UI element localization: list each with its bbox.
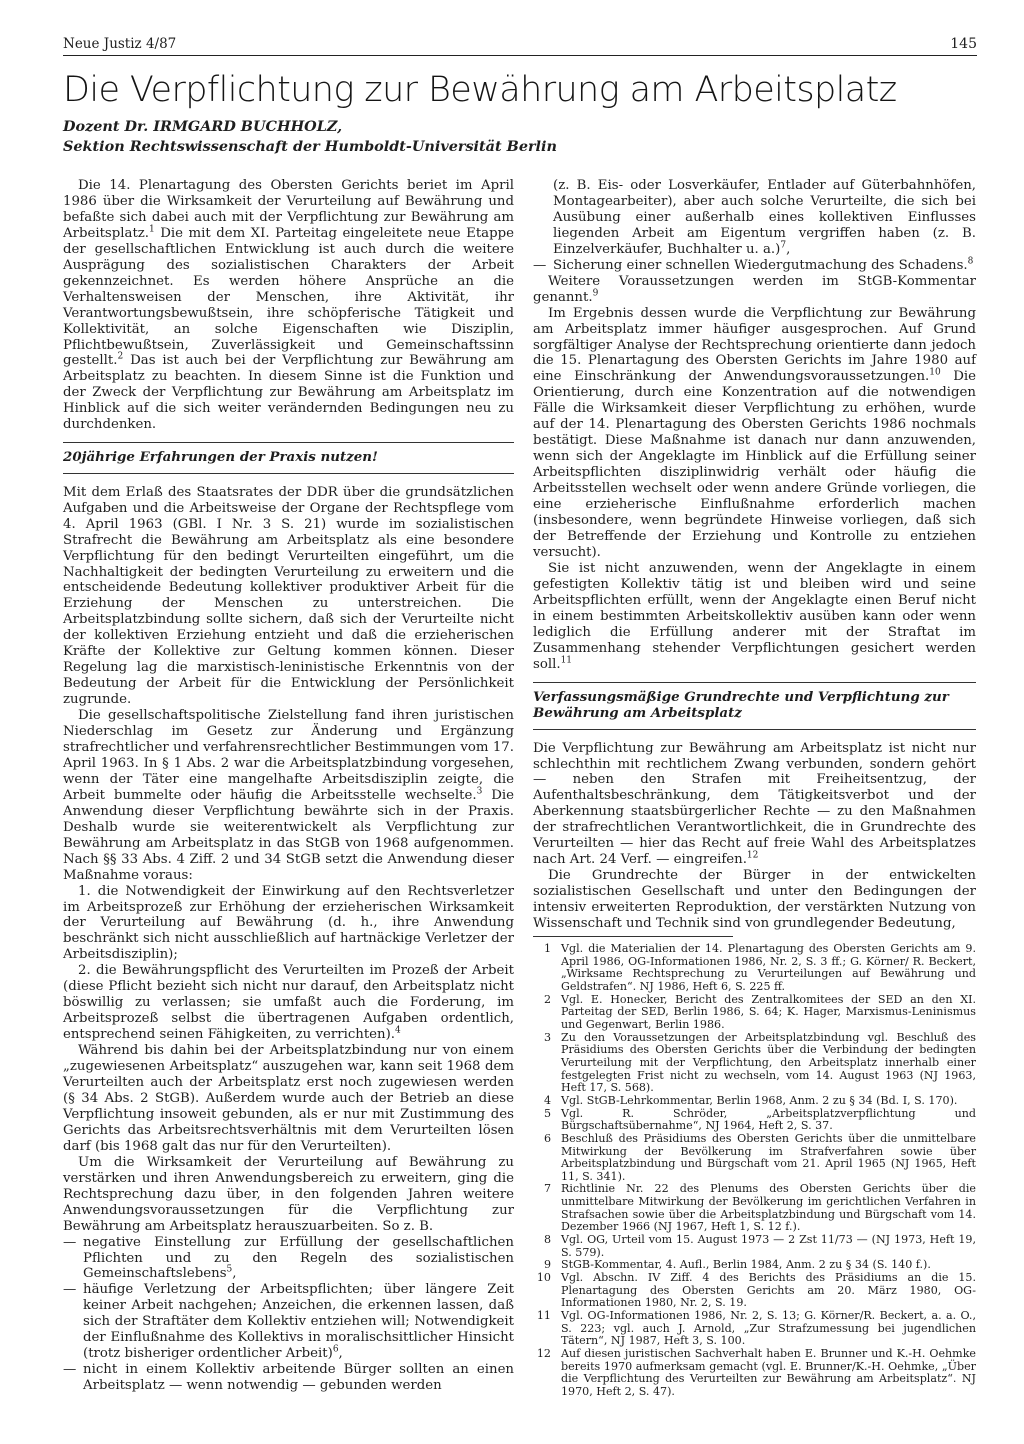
section-heading-erfahrungen: 20jährige Erfahrungen der Praxis nutzen!: [63, 442, 514, 474]
footnote-number: 9: [543, 1258, 551, 1272]
footnote-item: [533, 1133, 976, 1184]
paragraph-wirksamkeit: Um die Wirksamkeit der Verurteilung auf Bewährung zu verstärken und ihren Anwendungsbereich zu erweitern, ging die Rechtsprechung dazu über, in den folgenden Jahren weitere Anwendungsvoraussetzungen für die Verpflichtung zur Bewährung am Arbeitsplatz herauszuarbeiten. So z. B.: [63, 1154, 514, 1234]
footnote-text: StGB-Kommentar, 4. Aufl., Berlin 1984, Anm. 2 zu § 34 (S. 140 f.).: [561, 1258, 931, 1272]
author-affiliation: Sektion Rechtswissenschaft der Humboldt-Universität Berlin: [63, 138, 557, 155]
footnote-text: Vgl. StGB-Lehrkommentar, Berlin 1968, Anm. 2 zu § 34 (Bd. I, S. 170).: [561, 1093, 958, 1107]
dash-item-einstellung: — negative Einstellung zur Erfüllung der gesellschaftlichen Pflichten und zu den Regeln des sozialistischen Gemeinschaftslebens$^5$,: [63, 1234, 514, 1282]
footnote-ref-4: 4: [395, 1025, 401, 1036]
footnote-text: Vgl. R. Schröder, „Arbeitsplatzverpflichtung und Bürgschaftsübernahme“, NJ 1964, Heft 2, S. 37.: [561, 1106, 976, 1133]
footnotes: [533, 936, 976, 1399]
page-number: 145: [950, 36, 977, 52]
paragraph-grundrechte: Die Grundrechte der Bürger in der entwickelten sozialistischen Gesellschaft und unter den Bedingungen der intensiv erweiterten Reproduktion, der verstärkten Nutzung von Wissenschaft und Technik sind von grundlegender Bedeutung,: [533, 868, 976, 932]
footnote-number: 1: [543, 942, 551, 955]
footnote-number: 2: [543, 992, 551, 1006]
paragraph-kommentar: Weitere Voraussetzungen werden im StGB-Kommentar genannt.$^9$: [533, 273, 976, 305]
footnote-text: Zu den Voraussetzungen der Arbeitsplatzbindung vgl. Beschluß des Präsidiums des Obersten Gerichts über die Verbindung der bedingten Verurteilung mit der Verpflichtung, den Arbeitsplatz innerhalb einer festgelegten Frist nicht zu wechseln, vom 14. August 1963 (NJ 1963, Heft 17, S. 568).: [561, 1030, 976, 1095]
paragraph-erlass: Mit dem Erlaß des Staatsrates der DDR über die grundsätzlichen Aufgaben und die Arbeitsweise der Organe der Rechtspflege vom 4. April 1963 (GBl. I Nr. 3 S. 21) wurde im sozialistischen Strafrecht die Bewährung am Arbeitsplatz als eine besondere Verpflichtung für den bedingt Verurteilten eingeführt, um die Nachhaltigkeit der bedingten Verurteilung zu erweitern und die entscheidende Bedeutung kollektiver produktiver Arbeit für die Erziehung der Menschen zu unterstreichen. Die Arbeitsplatzbindung sollte sichern, daß sich der Verurteilte nicht der kollektiven Erziehung entzieht und daß die erzieherischen Kräfte der Kollektive zur Geltung kommen können. Dieser Regelung lag die marxistisch-leninistische Erkenntnis von der Bedeutung der Arbeit für die Entwicklung der Persönlichkeit zugrunde.: [63, 484, 514, 708]
dash-item-kollektiv: — nicht in einem Kollektiv arbeitende Bürger sollten an einen Arbeitsplatz — wenn notwendig — gebunden werden: [63, 1362, 514, 1394]
footnote-text: Vgl. OG, Urteil vom 15. August 1973 — 2 Zst 11/73 — (NJ 1973, Heft 19, S. 579).: [561, 1233, 976, 1259]
footnote-number: 3: [543, 1030, 551, 1044]
paragraph-ergebnis: Im Ergebnis dessen wurde die Verpflichtung zur Bewährung am Arbeitsplatz immer häufiger ausgesprochen. Auf Grund sorgfältiger Analyse der Rechtsprechung orientierte dann jedoch die 15. Plenartagung des Obersten Gerichts im Jahre 1980 auf eine Einschränkung der Anwendungsvoraussetzungen.$^{10}$ Die Orientierung, durch eine Konzentration auf die notwendigen Fälle die Wirksamkeit dieser Verpflichtung zu erhöhen, wurde auf der 14. Plenartagung des Obersten Gerichts 1986 nochmals bestätigt. Diese Maßnahme ist danach nur dann anzuwenden, wenn sich der Angeklagte im Hinblick auf die Erfüllung seiner Arbeitspflichten disziplinwidrig verhält oder häufig die Arbeitsstellen wechselt oder wenn andere Gründe vorliegen, die eine erzieherische Einflußnahme erforderlich machen (insbesondere, wenn begründete Hinweise vorliegen, daß sich der Betreffende der Erziehung und Kontrolle zu entziehen versucht).: [533, 305, 977, 560]
footnote-item: [533, 1183, 976, 1234]
footnote-text: Vgl. E. Honecker, Bericht des Zentralkomitees der SED an den XI. Parteitag der SED, Berlin 1986, S. 64; K. Hager, Marxismus-Leninismus und Gegenwart, Berlin 1986.: [561, 992, 976, 1031]
footnote-ref-12: 12: [746, 850, 759, 861]
dash-item-wiedergutmachung: — Sicherung einer schnellen Wiedergutmachung des Schadens.$^8$: [533, 256, 974, 273]
author-name: Dozent Dr. IRMGARD BUCHHOLZ,: [63, 118, 343, 135]
footnote-ref-7: 7: [780, 240, 787, 251]
footnote-number: 6: [543, 1131, 551, 1145]
list-item-2: 2. die Bewährungspflicht des Verurteilten im Prozeß der Arbeit (diese Pflicht bezieht sich nicht nur darauf, den Arbeitsplatz nicht böswillig zu verlassen; sie umfaßt auch die Forderung, im Arbeitsprozeß selbst die übertragenen Aufgaben ordentlich, entsprechend seinen Fähigkeiten, zu verrichten).$^4$: [63, 963, 514, 1043]
footnote-ref-6: 6: [332, 1344, 339, 1355]
dash-item-continued: (z. B. Eis- oder Losverkäufer, Entlader auf Güterbahnhöfen, Montagearbeiter), aber auch solche Verurteilte, die sich bei Ausübung einer außerhalb eines kollektiven Einflusses liegenden Arbeit am Eigentum vergriffen haben (z. B. Einzelverkäufer, Buchhalter u. a.)$^7$,: [553, 178, 976, 257]
footnote-text: Auf diesen juristischen Sachverhalt haben E. Brunner und K.-H. Oehmke bereits 1970 aufmerksam gemacht (vgl. E. Brunner/K.-H. Oehmke, „Über die Verpflichtung des Verurteilten zur Bewährung am Arbeitsplatz“. NJ 1970, Heft 2, S. 47).: [561, 1347, 976, 1398]
paragraph-zwang: Die Verpflichtung zur Bewährung am Arbeitsplatz ist nicht nur schlechthin mit rechtlichem Zwang verbunden, sondern gehört — neben den Strafen mit Freiheitsentzug, der Aufenthaltsbeschränkung, dem Tätigkeitsverbot und der Aberkennung staatsbürgerlicher Rechte — zu den Maßnahmen der strafrechtlichen Verantwortlichkeit, die in Grundrechte des Verurteilten — hier das Recht auf freie Wahl des Arbeitsplatzes nach Art. 24 Verf. — eingreifen.$^{12}$: [533, 740, 976, 868]
dash-item-verletzung: — häufige Verletzung der Arbeitspflichten; über längere Zeit keiner Arbeit nachgehen; Anzeichen, die erkennen lassen, daß sich der Straftäter dem Kollektiv entziehen will; Notwendigkeit der Einflußnahme des Kollektivs in moralischsittlicher Hinsicht (trotz bisheriger ordentlicher Arbeit)$^6$,: [63, 1282, 514, 1362]
footnote-text: Richtlinie Nr. 22 des Plenums des Obersten Gerichts über die unmittelbare Mitwirkung der Bevölkerung im gerichtlichen Verfahren in Strafsachen sowie über die Arbeitsplatzbindung und Bürgschaft vom 14. Dezember 1966 (NJ 1967, Heft 1, S. 12 f.).: [561, 1182, 976, 1234]
author-block: [63, 117, 557, 157]
footnote-text: Vgl. Abschn. IV Ziff. 4 des Berichts des Präsidiums an die 15. Plenartagung des Obersten Gerichts am 20. März 1980, OG-Informationen 1980, Nr. 2, S. 19.: [561, 1271, 976, 1310]
footnote-divider: [533, 936, 733, 937]
footnote-ref-10: 10: [929, 368, 941, 379]
footnote-text: Vgl. OG-Informationen 1986, Nr. 2, S. 13; G. Körner/R. Beckert, a. a. O., S. 223; vgl. auch J. Arnold, „Zur Strafzumessung bei jugendlichen Tätern“, NJ 1987, Heft 3, S. 100.: [561, 1309, 976, 1348]
journal-issue: Neue Justiz 4/87: [63, 36, 177, 52]
left-column: [63, 178, 514, 1394]
right-column: [533, 178, 976, 932]
footnote-item: [533, 1108, 976, 1133]
section-heading-grundrechte: Verfassungsmäßige Grundrechte und Verpflichtung zur Bewährung am Arbeitsplatz: [533, 682, 976, 730]
paragraph-intro: Die 14. Plenartagung des Obersten Gerichts beriet im April 1986 über die Wirksamkeit der Verurteilung auf Bewährung und befaßte sich dabei auch mit der Verpflichtung zur Bewährung am Arbeitsplatz.$^1$ Die mit dem XI. Parteitag eingeleitete neue Etappe der gesellschaftlichen Entwicklung ist auch durch die weitere Ausprägung des sozialistischen Charakters der Arbeit gekennzeichnet. Es werden höhere Ansprüche an die Verhaltensweisen der Menschen, ihre Aktivität, ihr Verantwortungsbewußtsein, ihre schöpferische Tätigkeit und Kollektivität, an solche Eigenschaften wie Disziplin, Pflichtbewußtsein, Zuverlässigkeit und Gemeinschaftssinn gestellt.$^2$ Das ist auch bei der Verpflichtung zur Bewährung am Arbeitsplatz zu beachten. In diesem Sinne ist die Funktion und der Zweck der Verpflichtung zur Bewährung am Arbeitsplatz im Hinblick auf die sich weiter verändernden Bedingungen neu zu durchdenken.: [63, 178, 514, 433]
footnote-item: [533, 1272, 976, 1310]
running-header: [63, 37, 977, 56]
footnote-item: [533, 943, 976, 994]
footnote-number: 5: [543, 1106, 551, 1120]
list-item-1: 1. die Notwendigkeit der Einwirkung auf den Rechtsverletzer im Arbeitsprozeß zur Erhöhung der erzieherischen Wirksamkeit der Verurteilung auf Bewährung (d. h., ihre Anwendung beschränkt sich nicht ausschließlich auf hartnäckige Verletzer der Arbeitsdisziplin);: [63, 883, 514, 963]
paragraph-zugewiesen: Während bis dahin bei der Arbeitsplatzbindung nur von einem „zugewiesenen Arbeitsplatz“ auszugehen war, kann seit 1968 dem Verurteilten auch der Arbeitsplatz erst noch zugewiesen werden (§ 34 Abs. 2 StGB). Außerdem wurde auch der Betrieb an diese Verpflichtung insoweit gebunden, als er nur mit Zustimmung des Gerichts das Arbeitsrechtsverhältnis mit dem Verurteilten lösen darf (bis 1968 galt das nur für den Verurteilten).: [63, 1043, 514, 1154]
footnote-number: 8: [543, 1233, 551, 1247]
footnote-ref-5: 5: [226, 1265, 233, 1276]
footnote-ref-9: 9: [592, 288, 599, 299]
footnote-ref-2: 2: [117, 352, 124, 363]
article-title: Die Verpflichtung zur Bewährung am Arbeitsplatz: [63, 70, 897, 110]
footnote-item: [533, 1310, 976, 1348]
footnote-number: 7: [543, 1182, 551, 1196]
paragraph-zielstellung: Die gesellschaftspolitische Zielstellung fand ihren juristischen Niederschlag im Gesetz zur Änderung und Ergänzung strafrechtlicher und verfahrensrechtlicher Bestimmungen vom 17. April 1963. In § 1 Abs. 2 war die Arbeitsplatzbindung vorgesehen, wenn der Täter eine mangelhafte Arbeitsdisziplin zeigte, die Arbeit bummelte oder häufig die Arbeitsstelle wechselte.$^3$ Die Anwendung dieser Verpflichtung bewährte sich in der Praxis. Deshalb wurde sie weiterentwickelt als Verpflichtung zur Bewährung am Arbeitsplatz in das StGB von 1968 aufgenommen. Nach §§ 33 Abs. 4 Ziff. 2 und 34 StGB setzt die Anwendung dieser Maßnahme voraus:: [63, 708, 514, 883]
footnote-number: 4: [543, 1093, 551, 1107]
footnote-number: 12: [536, 1347, 551, 1360]
footnote-item: [533, 1032, 976, 1095]
footnote-number: 11: [536, 1309, 551, 1323]
footnote-number: 10: [536, 1271, 551, 1285]
footnote-text: Vgl. die Materialien der 14. Plenartagung des Obersten Gerichts am 9. April 1986, OG-Informationen 1986, Nr. 2, S. 3 ff.; G. Körner/ R. Beckert, „Wirksame Rechtsprechung zu Verurteilungen auf Bewährung und Geldstrafen“. NJ 1986, Heft 6, S. 225 ff.: [561, 942, 976, 993]
footnote-item: [533, 994, 976, 1032]
footnote-ref-1: 1: [149, 224, 155, 235]
footnote-item: [533, 1234, 976, 1259]
footnote-text: Beschluß des Präsidiums des Obersten Gerichts über die unmittelbare Mitwirkung der Bevölkerung im Strafverfahren sowie über Arbeitsplatzbindung und Bürgschaft vom 21. April 1965 (NJ 1965, Heft 11, S. 341).: [561, 1131, 976, 1183]
footnote-item: [533, 1348, 976, 1399]
paragraph-nicht-anzuwenden: Sie ist nicht anzuwenden, wenn der Angeklagte in einem gefestigten Kollektiv tätig ist und bleiben wird und seine Arbeitspflichten erfüllt, wenn der Angeklagte einen Beruf nicht in einem bestimmten Arbeitskollektiv ausüben kann oder wenn lediglich die Erfüllung anderer mit der Straftat im Zusammenhang stehender Verpflichtungen gesichert werden soll.$^{11}$: [533, 560, 976, 672]
footnote-ref-3: 3: [476, 786, 483, 797]
footnote-ref-11: 11: [560, 655, 573, 666]
footnote-ref-8: 8: [967, 256, 974, 267]
